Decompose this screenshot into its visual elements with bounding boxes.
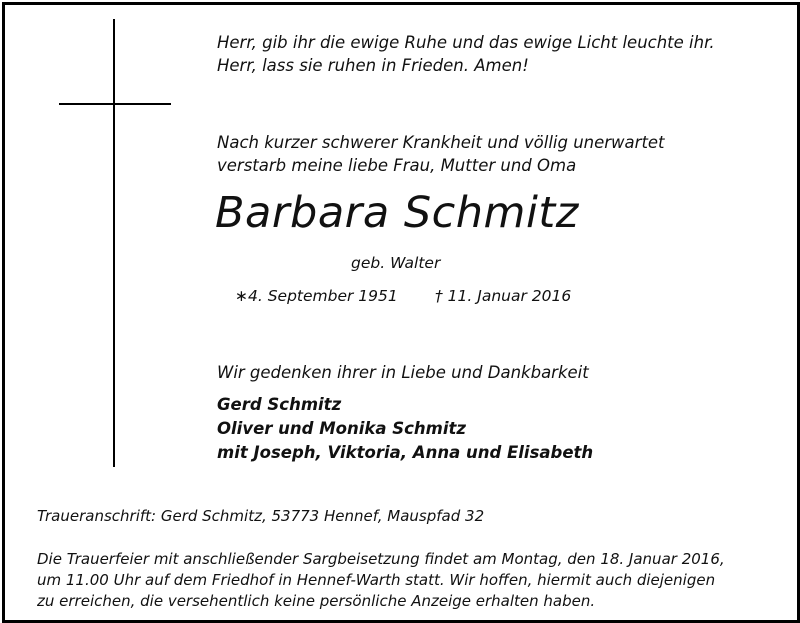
bible-verse (217, 31, 715, 77)
mourners-heading: Wir gedenken ihrer in Liebe und Dankbarkeit (217, 363, 589, 382)
funeral-notice (37, 549, 725, 612)
mourning-address: Traueranschrift: Gerd Schmitz, 53773 Hennef, Mauspfad 32 (37, 507, 485, 525)
verse-line: Herr, lass sie ruhen in Frieden. Amen! (217, 56, 529, 75)
announcement-intro (217, 131, 665, 177)
mourner-name: Gerd Schmitz (217, 395, 342, 414)
notice-line: zu erreichen, die versehentlich keine persönliche Anzeige erhalten haben. (37, 592, 596, 610)
death-date: † 11. Januar 2016 (435, 287, 572, 305)
intro-line: verstarb meine liebe Frau, Mutter und Oma (217, 156, 577, 175)
cross-icon-horizontal (59, 103, 171, 105)
mourner-name: Oliver und Monika Schmitz (217, 419, 466, 438)
obituary-card (2, 2, 800, 623)
deceased-name: Barbara Schmitz (215, 188, 579, 238)
birth-date: ∗4. September 1951 (235, 287, 398, 305)
notice-line: Die Trauerfeier mit anschließender Sargbeisetzung findet am Montag, den 18. Januar 2016, (37, 550, 725, 568)
cross-icon-vertical (113, 19, 115, 467)
intro-line: Nach kurzer schwerer Krankheit und völlig unerwartet (217, 133, 665, 152)
maiden-name: geb. Walter (351, 254, 441, 272)
mourners-list (217, 393, 593, 465)
verse-line: Herr, gib ihr die ewige Ruhe und das ewige Licht leuchte ihr. (217, 33, 715, 52)
notice-line: um 11.00 Uhr auf dem Friedhof in Hennef-Warth statt. Wir hoffen, hiermit auch diejenigen (37, 571, 716, 589)
mourner-name: mit Joseph, Viktoria, Anna und Elisabeth (217, 443, 594, 462)
